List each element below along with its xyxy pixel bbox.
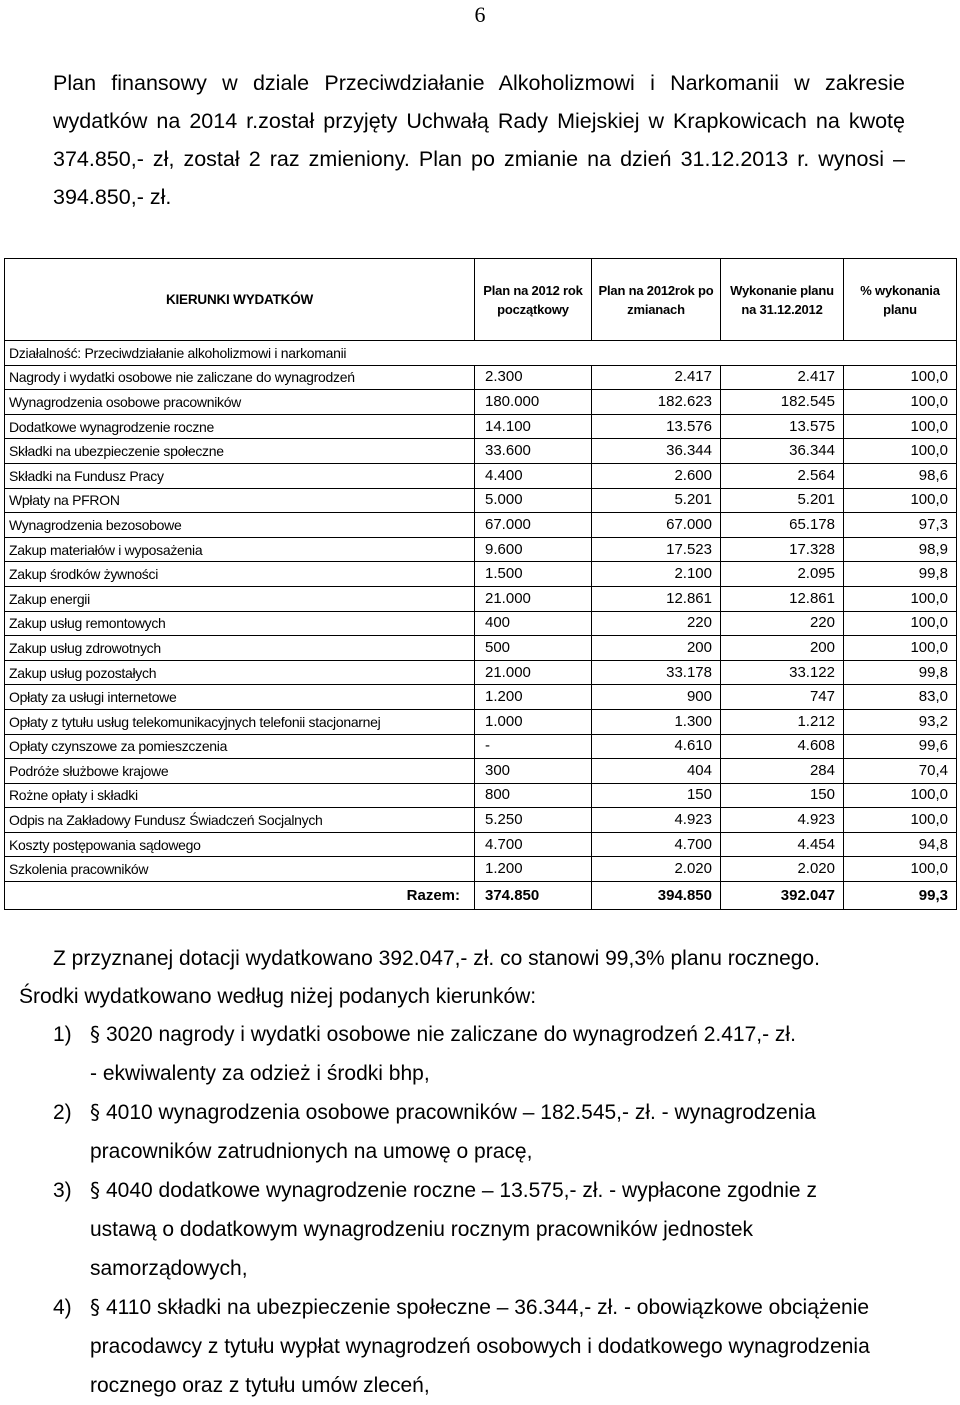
row-procent: 100,0 (844, 488, 957, 513)
row-plan: 1.200 (475, 857, 592, 882)
list-item-number: 1) (53, 1023, 72, 1046)
row-wykonanie: 5.201 (721, 488, 844, 513)
header-plan-poczatkowy: Plan na 2012 rok początkowy (475, 259, 592, 341)
table-row (5, 488, 957, 513)
row-po-zmianach: 404 (592, 759, 721, 784)
row-wykonanie: 12.861 (721, 586, 844, 611)
header-kierunki: KIERUNKI WYDATKÓW (5, 259, 475, 341)
list-item-text: 4010 wynagrodzenia osobowe pracowników – 182.545,- zł. - wynagrodzenia (106, 1101, 816, 1124)
row-plan: 33.600 (475, 439, 592, 464)
row-wykonanie: 182.545 (721, 390, 844, 415)
list-item-number: 4) (53, 1296, 72, 1319)
row-name: Zakup usług zdrowotnych (5, 636, 475, 661)
row-name: Koszty postępowania sądowego (5, 832, 475, 857)
table-row (5, 562, 957, 587)
summary-line-2: Środki wydatkowano według niżej podanych kierunków: (19, 985, 537, 1008)
total-plan: 374.850 (475, 882, 592, 910)
row-wykonanie: 4.923 (721, 808, 844, 833)
row-po-zmianach: 2.020 (592, 857, 721, 882)
row-wykonanie: 1.212 (721, 709, 844, 734)
header-plan-po-zmianach: Plan na 2012rok po zmianach (592, 259, 721, 341)
expenditure-table (4, 258, 957, 910)
summary (19, 940, 923, 1016)
row-po-zmianach: 2.100 (592, 562, 721, 587)
row-procent: 93,2 (844, 709, 957, 734)
row-po-zmianach: 200 (592, 636, 721, 661)
row-procent: 99,6 (844, 734, 957, 759)
table-header-row (5, 259, 957, 341)
row-wykonanie: 284 (721, 759, 844, 784)
total-procent: 99,3 (844, 882, 957, 910)
table-row (5, 513, 957, 538)
row-plan: 180.000 (475, 390, 592, 415)
row-plan: 21.000 (475, 660, 592, 685)
row-wykonanie: 65.178 (721, 513, 844, 538)
row-plan: 21.000 (475, 586, 592, 611)
row-plan: 4.700 (475, 832, 592, 857)
header-wykonanie: Wykonanie planu na 31.12.2012 (721, 259, 844, 341)
table-row (5, 636, 957, 661)
table-row (5, 759, 957, 784)
row-name: Zakup środków żywności (5, 562, 475, 587)
row-name: Odpis na Zakładowy Fundusz Świadczeń Socjalnych (5, 808, 475, 833)
row-po-zmianach: 4.700 (592, 832, 721, 857)
list-item-continuation: rocznego oraz z tytułu umów zleceń, (90, 1374, 430, 1397)
row-procent: 70,4 (844, 759, 957, 784)
list-item-text: 4040 dodatkowe wynagrodzenie roczne – 13.575,- zł. - wypłacone zgodnie z (106, 1179, 817, 1202)
row-name: Podróże służbowe krajowe (5, 759, 475, 784)
table-row (5, 611, 957, 636)
row-wykonanie: 4.608 (721, 734, 844, 759)
table-row (5, 365, 957, 390)
list-item-number: 3) (53, 1179, 72, 1202)
row-po-zmianach: 13.576 (592, 414, 721, 439)
row-plan: 2.300 (475, 365, 592, 390)
table-row (5, 537, 957, 562)
list-item-continuation: - ekwiwalenty za odzież i środki bhp, (90, 1062, 430, 1085)
table-row (5, 685, 957, 710)
row-procent: 100,0 (844, 586, 957, 611)
row-plan: 14.100 (475, 414, 592, 439)
table-row (5, 660, 957, 685)
row-po-zmianach: 182.623 (592, 390, 721, 415)
row-po-zmianach: 36.344 (592, 439, 721, 464)
list-item-text: 3020 nagrody i wydatki osobowe nie zaliczane do wynagrodzeń 2.417,- zł. (106, 1023, 796, 1046)
row-name: Wpłaty na PFRON (5, 488, 475, 513)
row-wykonanie: 33.122 (721, 660, 844, 685)
row-wykonanie: 2.095 (721, 562, 844, 587)
row-plan: 4.400 (475, 463, 592, 488)
list-item-continuation: pracodawcy z tytułu wypłat wynagrodzeń osobowych i dodatkowego wynagrodzenia (90, 1335, 870, 1358)
row-procent: 100,0 (844, 857, 957, 882)
section-sign-icon: § (90, 1100, 100, 1124)
row-procent: 100,0 (844, 808, 957, 833)
row-plan: 67.000 (475, 513, 592, 538)
total-po-zmianach: 394.850 (592, 882, 721, 910)
row-wykonanie: 2.564 (721, 463, 844, 488)
list-item-text: 4110 składki na ubezpieczenie społeczne – 36.344,- zł. - obowiązkowe obciążenie (106, 1296, 870, 1319)
row-procent: 100,0 (844, 783, 957, 808)
section-row (5, 341, 957, 366)
row-plan: 300 (475, 759, 592, 784)
row-po-zmianach: 4.610 (592, 734, 721, 759)
row-wykonanie: 150 (721, 783, 844, 808)
row-name: Zakup energii (5, 586, 475, 611)
list-item (53, 1015, 923, 1093)
row-procent: 83,0 (844, 685, 957, 710)
row-po-zmianach: 220 (592, 611, 721, 636)
row-po-zmianach: 5.201 (592, 488, 721, 513)
row-plan: 5.000 (475, 488, 592, 513)
row-procent: 100,0 (844, 414, 957, 439)
row-wykonanie: 4.454 (721, 832, 844, 857)
row-po-zmianach: 33.178 (592, 660, 721, 685)
row-po-zmianach: 1.300 (592, 709, 721, 734)
row-po-zmianach: 900 (592, 685, 721, 710)
row-procent: 99,8 (844, 562, 957, 587)
row-wykonanie: 747 (721, 685, 844, 710)
row-name: Dodatkowe wynagrodzenie roczne (5, 414, 475, 439)
row-plan: 9.600 (475, 537, 592, 562)
list-item-continuation: ustawą o dodatkowym wynagrodzeniu rocznym pracowników jednostek (90, 1218, 753, 1241)
table-row (5, 808, 957, 833)
list-item (53, 1288, 923, 1405)
header-procent: % wykonania planu (844, 259, 957, 341)
row-name: Opłaty czynszowe za pomieszczenia (5, 734, 475, 759)
row-plan: 1.200 (475, 685, 592, 710)
row-name: Wynagrodzenia bezosobowe (5, 513, 475, 538)
row-po-zmianach: 17.523 (592, 537, 721, 562)
table-row (5, 390, 957, 415)
row-procent: 98,6 (844, 463, 957, 488)
section-sign-icon: § (90, 1295, 100, 1319)
row-wykonanie: 17.328 (721, 537, 844, 562)
row-wykonanie: 220 (721, 611, 844, 636)
list-item-continuation: samorządowych, (90, 1257, 248, 1280)
row-procent: 100,0 (844, 636, 957, 661)
section-label: Działalność: Przeciwdziałanie alkoholizmowi i narkomanii (5, 341, 957, 366)
row-name: Rożne opłaty i składki (5, 783, 475, 808)
row-wykonanie: 36.344 (721, 439, 844, 464)
row-plan: 1.000 (475, 709, 592, 734)
row-procent: 100,0 (844, 439, 957, 464)
row-wykonanie: 2.417 (721, 365, 844, 390)
row-plan: - (475, 734, 592, 759)
table-row (5, 414, 957, 439)
list-item-continuation: pracowników zatrudnionych na umowę o pracę, (90, 1140, 533, 1163)
list-item-number: 2) (53, 1101, 72, 1124)
row-procent: 100,0 (844, 611, 957, 636)
row-plan: 800 (475, 783, 592, 808)
summary-line-1: Z przyznanej dotacji wydatkowano 392.047,- zł. co stanowi 99,3% planu rocznego. (53, 947, 820, 970)
list-item (53, 1093, 923, 1171)
row-procent: 99,8 (844, 660, 957, 685)
page-number: 6 (474, 2, 486, 27)
row-name: Opłaty z tytułu usług telekomunikacyjnych telefonii stacjonarnej (5, 709, 475, 734)
table-row (5, 463, 957, 488)
row-plan: 500 (475, 636, 592, 661)
row-procent: 100,0 (844, 390, 957, 415)
row-po-zmianach: 2.417 (592, 365, 721, 390)
total-row (5, 882, 957, 910)
row-po-zmianach: 12.861 (592, 586, 721, 611)
table-row (5, 857, 957, 882)
table-row (5, 783, 957, 808)
row-name: Zakup materiałów i wyposażenia (5, 537, 475, 562)
table-row (5, 734, 957, 759)
row-name: Szkolenia pracowników (5, 857, 475, 882)
row-name: Nagrody i wydatki osobowe nie zaliczane do wynagrodzeń (5, 365, 475, 390)
table-row (5, 832, 957, 857)
section-sign-icon: § (90, 1178, 100, 1202)
row-name: Opłaty za usługi internetowe (5, 685, 475, 710)
row-wykonanie: 13.575 (721, 414, 844, 439)
row-plan: 400 (475, 611, 592, 636)
row-procent: 98,9 (844, 537, 957, 562)
section-sign-icon: § (90, 1022, 100, 1046)
table-row (5, 709, 957, 734)
row-name: Zakup usług remontowych (5, 611, 475, 636)
row-procent: 94,8 (844, 832, 957, 857)
row-procent: 97,3 (844, 513, 957, 538)
table-row (5, 586, 957, 611)
row-wykonanie: 2.020 (721, 857, 844, 882)
table-row (5, 439, 957, 464)
row-plan: 1.500 (475, 562, 592, 587)
row-name: Zakup usług pozostałych (5, 660, 475, 685)
intro-paragraph: Plan finansowy w dziale Przeciwdziałanie Alkoholizmowi i Narkomanii w zakresie wydatków na 2014 r.został przyjęty Uchwałą Rady Miejskiej w Krapkowicach na kwotę 374.850,- zł, został 2 raz zmieniony. Plan po zmianie na dzień 31.12.2013 r. wynosi – 394.850,- zł. (53, 71, 905, 209)
row-po-zmianach: 67.000 (592, 513, 721, 538)
list-item (53, 1171, 923, 1288)
row-po-zmianach: 2.600 (592, 463, 721, 488)
row-name: Składki na Fundusz Pracy (5, 463, 475, 488)
total-wykonanie: 392.047 (721, 882, 844, 910)
row-name: Wynagrodzenia osobowe pracowników (5, 390, 475, 415)
row-po-zmianach: 150 (592, 783, 721, 808)
row-wykonanie: 200 (721, 636, 844, 661)
expense-list (53, 1015, 923, 1405)
row-name: Składki na ubezpieczenie społeczne (5, 439, 475, 464)
row-po-zmianach: 4.923 (592, 808, 721, 833)
row-plan: 5.250 (475, 808, 592, 833)
total-label: Razem: (5, 882, 475, 910)
row-procent: 100,0 (844, 365, 957, 390)
